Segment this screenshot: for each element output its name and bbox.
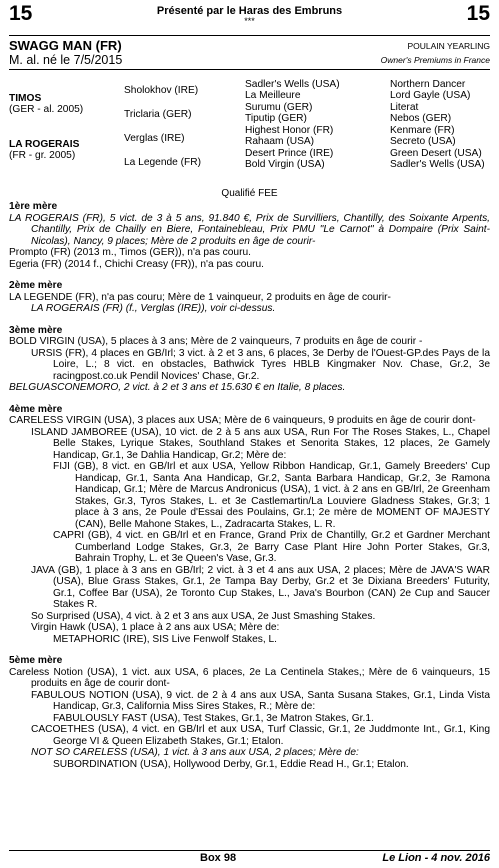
dam-info: (FR - gr. 2005) bbox=[9, 150, 76, 161]
sire-name: TIMOS bbox=[9, 93, 42, 104]
gen3-7: Desert Prince (IRE) bbox=[245, 148, 334, 159]
m2-p2: LA ROGERAIS (FR) (f., Verglas (IRE)), voir ci-dessus. bbox=[31, 303, 276, 314]
gen2-3: Verglas (IRE) bbox=[124, 133, 185, 144]
gen4-2: Lord Gayle (USA) bbox=[390, 90, 471, 101]
m1-p2: Prompto (FR) (2013 m., Timos (GER)), n'a pas couru. bbox=[9, 247, 251, 258]
m4-p7: Virgin Hawk (USA), 1 place à 2 ans aux USA; Mère de: bbox=[31, 622, 280, 633]
m5-p3: FABULOUSLY FAST (USA), Test Stakes, Gr.1, 3e Matron Stakes, Gr.1. bbox=[53, 712, 374, 724]
top-rule bbox=[9, 35, 490, 36]
m5-p1: Careless Notion (USA), 1 vict. aux USA, 6 places, 2e La Centinela Stakes,; Mère de 6 vainqueurs, 15 produits en âge de courir dont- bbox=[9, 666, 490, 689]
m1-p3: Egeria (FR) (2014 f., Chichi Creasy (FR)), n'a pas couru. bbox=[9, 258, 265, 270]
m4-p8: METAPHORIC (IRE), SIS Live Fenwolf Stakes, L. bbox=[53, 633, 277, 645]
sex-birth: M. al. né le 7/5/2015 bbox=[9, 53, 123, 67]
m5-p4: CACOETHES (USA), 4 vict. en GB/Irl et aux USA, Turf Classic, Gr.1, 2e Juddmonte Int., Gr.1, King George VI & Queen Elizabeth Stakes, Gr.1; Etalon. bbox=[31, 724, 490, 747]
lot-number-right: 15 bbox=[466, 2, 490, 25]
gen4-8: Sadler's Wells (USA) bbox=[390, 159, 485, 170]
m5-p6: SUBORDINATION (USA), Hollywood Derby, Gr.1, Eddie Read H., Gr.1; Etalon. bbox=[53, 758, 409, 770]
gen3-8: Bold Virgin (USA) bbox=[245, 159, 325, 170]
gen4-6: Secreto (USA) bbox=[390, 136, 456, 147]
gen3-2: La Meilleure bbox=[245, 90, 301, 101]
m4-p5: JAVA (GB), 1 place à 3 ans en GB/Irl; 2 vict. à 3 et 4 ans aux USA, 2 places; Mère de JAVA'S WAR (USA), Blue Grass Stakes, Gr.1, 2e Tampa Bay Derby, Gr.2 et 3e Dixiana Breeders' Futurity, Gr.1, Coffee Bar (USA), 2e Toronto Cup Stakes, L., Java's Bourbon (CAN) 2e Cup and Saucer Stakes R. bbox=[31, 564, 490, 610]
family-notes bbox=[9, 201, 490, 770]
m4-p4: CAPRI (GB), 4 vict. en GB/Irl et en France, Grand Prix de Chantilly, Gr.2 et Gardner Merchant Cumberland Lodge Stakes, Gr.3, 2e Barry Case Plant Hire John Porter Stakes, Gr.3, Bahrain Trophy, L. et 3e Queen's Vase, Gr.3. bbox=[53, 530, 490, 564]
m3-p1: BOLD VIRGIN (USA), 5 places à 3 ans; Mère de 2 vainqueurs, 7 produits en âge de courir - bbox=[9, 336, 423, 347]
lot-number-left: 15 bbox=[9, 2, 33, 25]
gen2-1: Sholokhov (IRE) bbox=[124, 85, 199, 96]
m5-p5: NOT SO CARELESS (USA), 1 vict. à 3 ans aux USA, 2 places; Mère de: bbox=[31, 747, 359, 758]
horse-name: SWAGG MAN (FR) bbox=[9, 38, 122, 53]
gen3-6: Rahaam (USA) bbox=[245, 136, 315, 147]
sale-info: Le Lion - 4 nov. 2016 bbox=[382, 852, 490, 864]
dam-name: LA ROGERAIS bbox=[9, 139, 80, 150]
m3-p2: URSIS (FR), 4 places en GB/Irl; 3 vict. à 2 et 3 ans, 6 places, 3e Derby de l'Ouest-GP.des Pays de la Loire, L.; 8 vict. en obstacles, Bathwick Tyres HBLB Kingmaker Nov. Chase, Gr.2, 3e racingpost.co.uk Pendil Novices' Chase, Gr.2. bbox=[31, 347, 490, 382]
m5-p2: FABULOUS NOTION (USA), 9 vict. de 2 à 4 ans aux USA, Santa Susana Stakes, Gr.1, Linda Vista Handicap, Gr.3, California Miss Sires Stakes, R.; Mère de: bbox=[31, 689, 490, 712]
qualification: Qualifié FEE bbox=[221, 188, 278, 199]
gen2-2: Triclaria (GER) bbox=[124, 109, 192, 120]
premium: Owner's Premiums in France bbox=[380, 55, 490, 65]
sire-info: (GER - al. 2005) bbox=[9, 104, 84, 115]
section-title-4: 4ème mère bbox=[9, 403, 63, 415]
category: POULAIN YEARLING bbox=[407, 41, 490, 51]
m1-p1: LA ROGERAIS (FR), 5 vict. de 3 à 5 ans, 91.840 €, Prix de Survilliers, Chantilly, des Soixante Arpents, Chantilly, Prix de Chailly en Biere, Fontainebleau, Prix PMU "Le Carnot" à Dompaire (Prix Saint-Nicolas), Nancy, 9 places; Mère de 2 produits en âge de courir- bbox=[9, 212, 490, 247]
footer-rule bbox=[9, 850, 490, 851]
gen4-4: Nebos (GER) bbox=[390, 113, 452, 124]
gen4-7: Green Desert (USA) bbox=[390, 148, 482, 159]
header bbox=[0, 2, 499, 28]
gen3-3: Surumu (GER) bbox=[245, 102, 313, 113]
pedigree-rule bbox=[9, 69, 490, 70]
m4-p6: So Surprised (USA), 4 vict. à 2 et 3 ans aux USA, 2e Just Smashing Stakes. bbox=[31, 610, 376, 622]
m2-p1: LA LEGENDE (FR), n'a pas couru; Mère de 1 vainqueur, 2 produits en âge de courir- bbox=[9, 291, 391, 303]
section-title-5: 5ème mère bbox=[9, 655, 63, 666]
m3-p3: BELGUASCONEMORO, 2 vict. à 2 et 3 ans et 15.630 € en Italie, 8 places. bbox=[9, 382, 346, 393]
gen3-1: Sadler's Wells (USA) bbox=[245, 79, 340, 90]
section-title-2: 2ème mère bbox=[9, 280, 63, 291]
gen3-4: Tiputip (GER) bbox=[245, 113, 307, 124]
section-title-3: 3ème mère bbox=[9, 324, 63, 336]
gen2-4: La Legende (FR) bbox=[124, 157, 202, 168]
gen3-5: Highest Honor (FR) bbox=[245, 125, 334, 136]
gen4-1: Northern Dancer bbox=[390, 79, 466, 90]
stars: *** bbox=[244, 16, 255, 26]
section-title-1: 1ère mère bbox=[9, 201, 58, 212]
m4-p1: CARELESS VIRGIN (USA), 3 places aux USA; Mère de 6 vainqueurs, 9 produits en âge de courir dont- bbox=[9, 415, 476, 426]
box-number: Box 98 bbox=[200, 852, 237, 864]
m4-p3: FIJI (GB), 8 vict. en GB/Irl et aux USA, Yellow Ribbon Handicap, Gr.1, Gamely Breeders' Cup Handicap, Gr.1, Santa Ana Handicap, Gr.2, Santa Barbara Handicap, Gr.2, 3e Ramona Handicap, Gr.1; Mère de Marcus Andronicus (USA), 1 vict. à 2 ans en GB/Irl, 2e Greenham Stakes, Gr.3, Tyros Stakes, L. et 3e Castlemartin/La Louviere Gladness Stakes, Gr.3; 1 place à 3 ans, 2e Poule d'Essai des Poulains, Gr.1; 2e mère de MOMENT OF MAJESTY (CAN), Belle Mahone Stakes, L., Zadracarta Stakes, L. R. bbox=[53, 461, 490, 530]
m4-p2: ISLAND JAMBOREE (USA), 10 vict. de 2 à 5 ans aux USA, Run For The Roses Stakes, L., Chapel Belle Stakes, Lyrique Stakes, Southland Stakes et Senorita Stakes, 12 places, 2e Gamely Handicap, Gr.1, 3e Dahlia Handicap, Gr.2; Mère de: bbox=[31, 426, 490, 461]
presented-by: Présenté par le Haras des Embruns bbox=[156, 5, 343, 17]
gen4-5: Kenmare (FR) bbox=[390, 125, 455, 136]
gen4-3: Literat bbox=[390, 102, 419, 113]
